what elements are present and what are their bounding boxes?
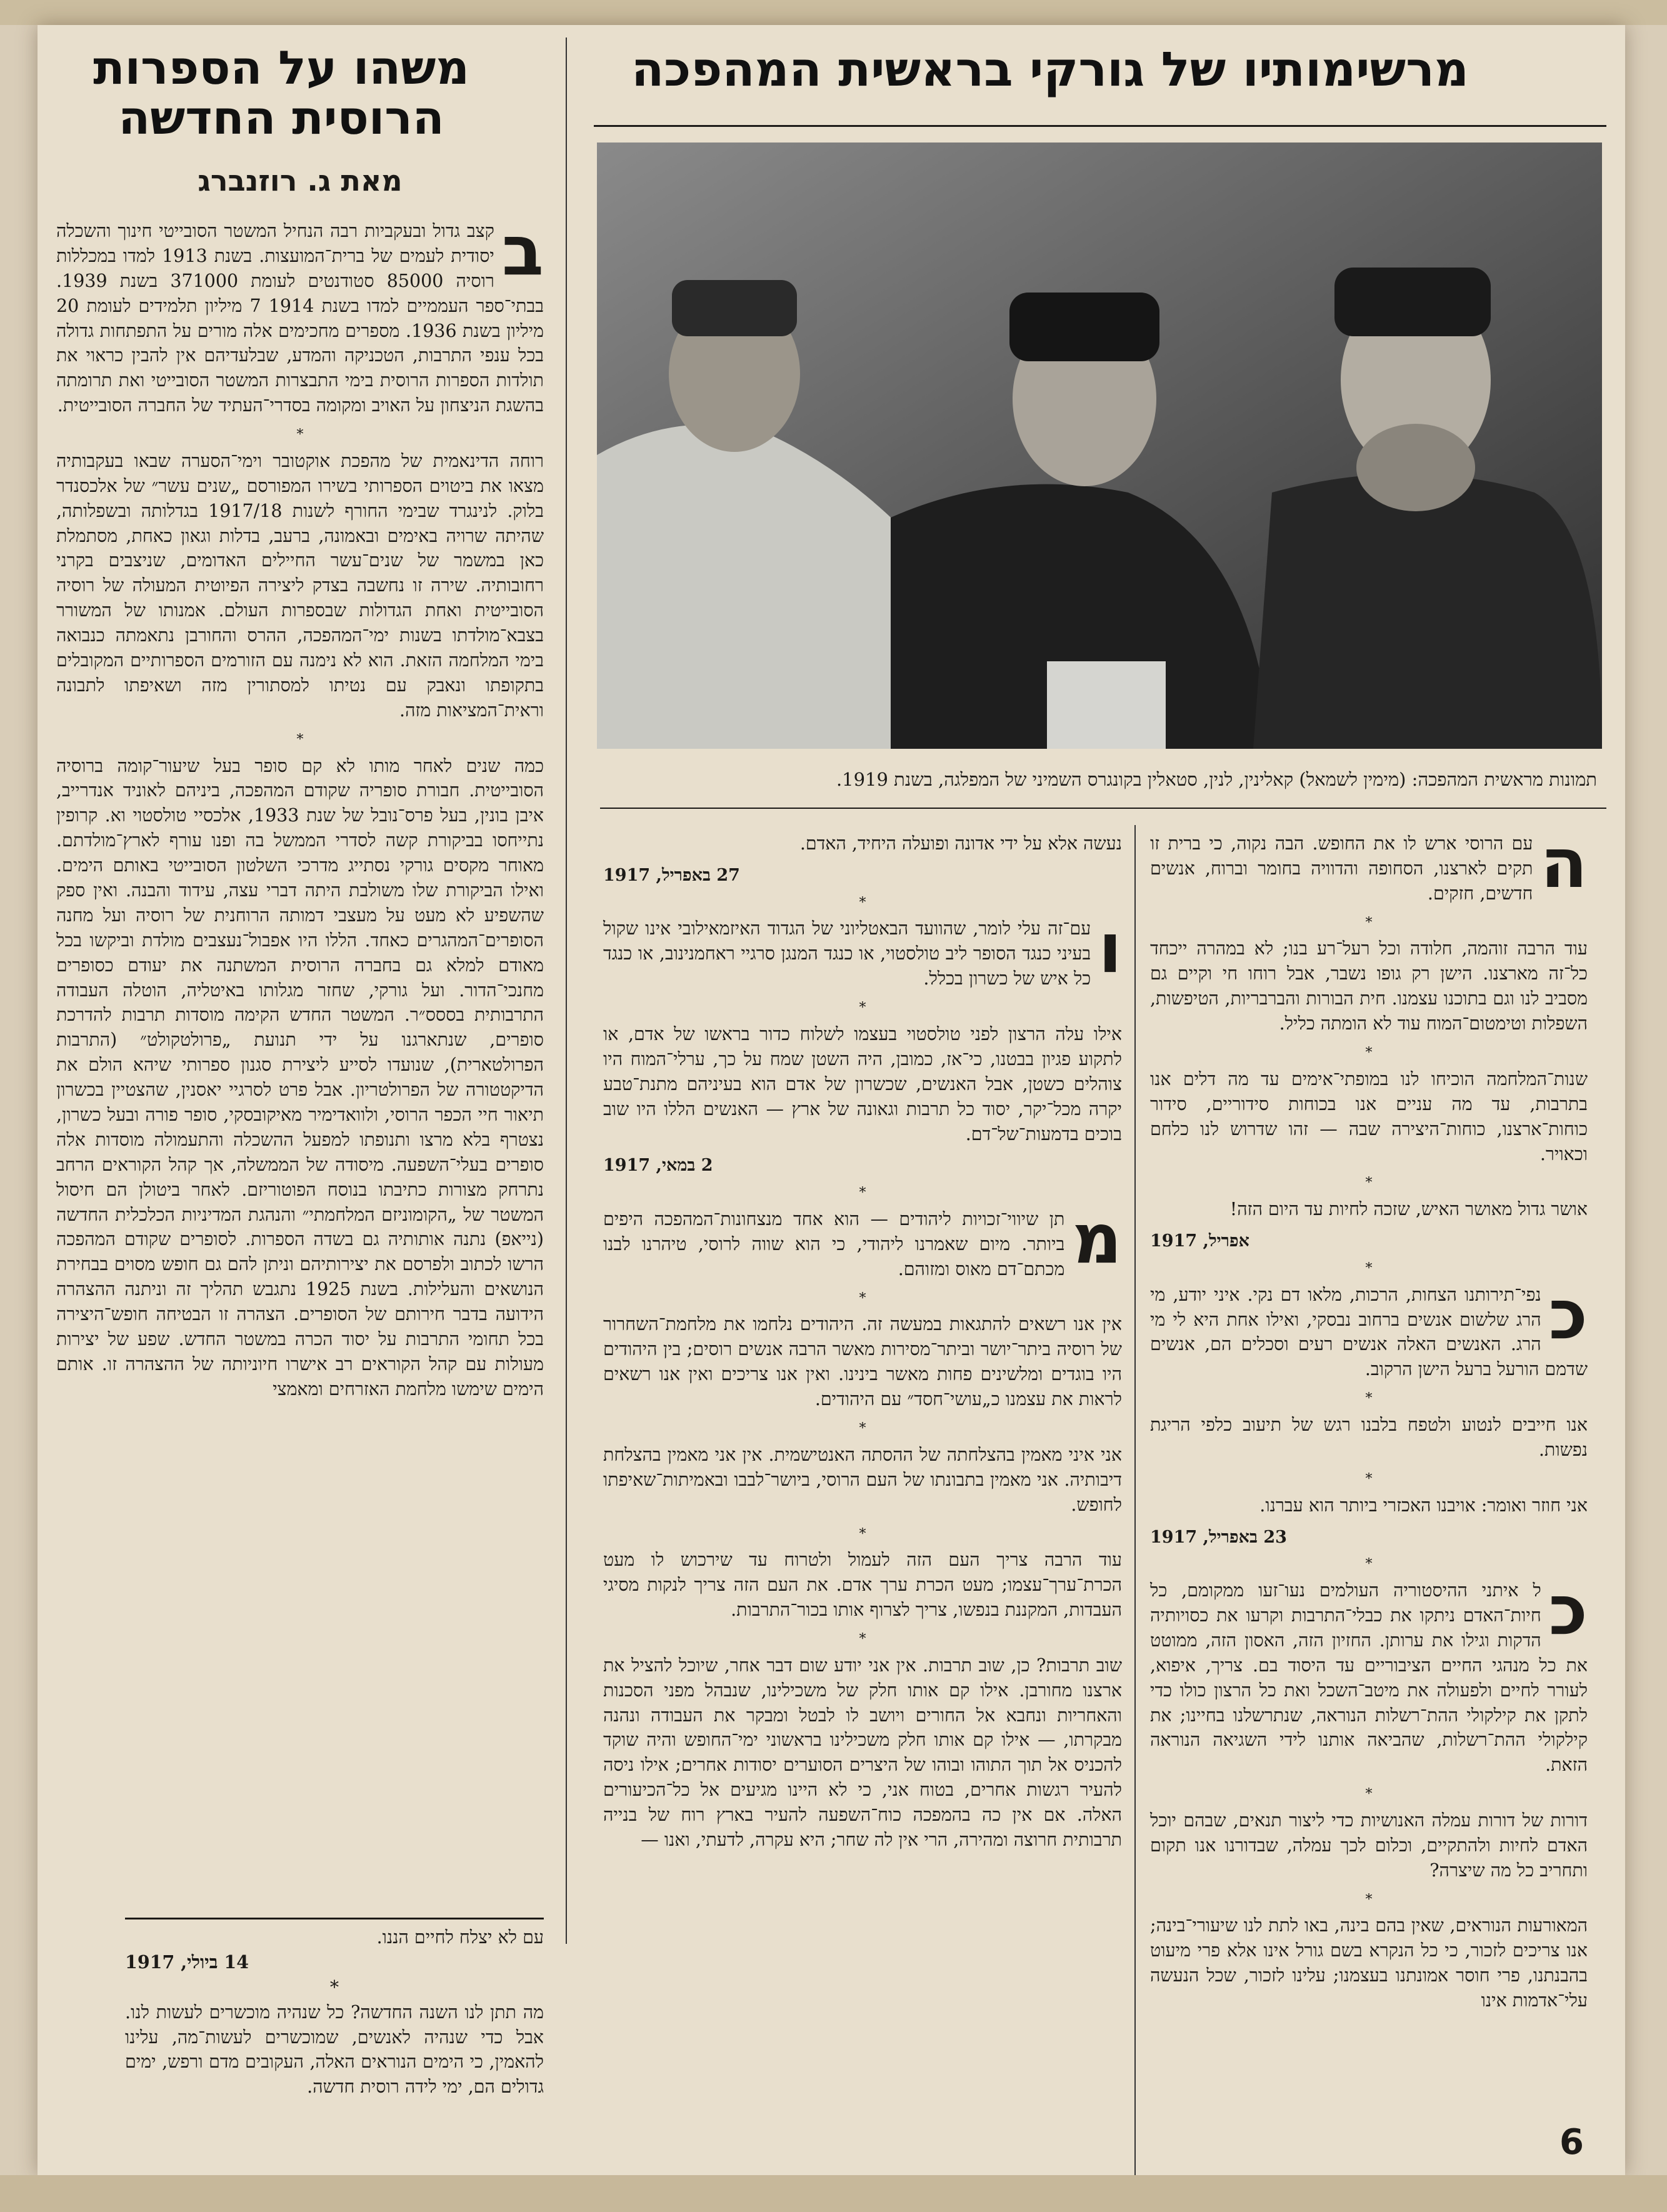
- article-paragraph: [1150, 1067, 1588, 1167]
- separator-star: *: [1365, 1175, 1373, 1191]
- separator-star: *: [859, 1421, 866, 1437]
- article-paragraph: [1150, 1413, 1588, 1463]
- box-paragraph: עם לא יצלח לחיים הננו.: [376, 1927, 544, 1948]
- scan-frame-bottom: [0, 2175, 1667, 2212]
- paragraph-text: ל איתני ההיסטוריה העולמים נעו־זעו ממקומם, כל חיות־האדם ניתקו את כבלי־התרבות וקרעו את כסויותיה הדקות וגילו את ערותן. החזיון הזה, האסון הזה, ממוטט את כל מנהגי החיים הציבוריים עד היסוד בם. צריך, איפוא, לעורר לחיים ולפעולה את מיטב־השכל ואת כל הרצון כולו כדי לתקן את קילקולי ההת־רשלות הנוראה, שנתרשלנו בחיינו; את קילקולי ההת־רשלות, שהביאה אותנו לידי השגיאה הנוראה הזאת.: [1150, 1580, 1588, 1776]
- separator-star: *: [1365, 1391, 1373, 1407]
- box-date: 14 ביולי, 1917: [125, 1951, 249, 1973]
- article-paragraph: [1150, 1570, 1588, 1778]
- side-article: [56, 211, 544, 1409]
- entry-date: 2 במאי, 1917: [603, 1156, 713, 1176]
- paragraph-text: נפי־תירותנו הצחות, הרכות, מלאו דם נקי. איני יודע, מי הרג שלשום אנשים ברחוב נבסקי, ואילו אחת היא לי מי הרג. האנשים האלה אנשים רעים וסכלים הם, אנשים שדמם הורעל ברעל הישן הרקוב.: [1150, 1284, 1588, 1380]
- paragraph-text: תן שיווי־זכויות ליהודים — הוא אחד מנצחונות־המהפכה היפים ביותר. מיום שאמרנו ליהודי, כי הוא שווה לרוסי, טיהרנו לבנו מכתם־דם מאוס ומזוהם.: [603, 1209, 1065, 1279]
- box-paragraph: מה תתן לנו השנה החדשה? כל שנהיה מוכשרים לעשות לנו. אבל כדי שנהיה לאנשים, שמוכשרים לעשות־מה, עלינו להאמין, כי הימים הנוראים האלה, העקובים מדם ורפש, ימים גדולים הם, ימי לידה רוסית חדשה.: [125, 2001, 544, 2098]
- separator-star: *: [859, 894, 866, 911]
- article-paragraph: [603, 1312, 1122, 1412]
- separator-star: *: [859, 1185, 866, 1201]
- article-paragraph: [1150, 1197, 1588, 1222]
- paragraph-text: אני חוזר ואומר: אויבנו האכזרי ביותר הוא עברנו.: [1259, 1494, 1588, 1516]
- paragraph-text: עם הרוסי ארש לו את החופש. הבה נקוה, כי ברית זו תקים לארצנו, הסחופה והדוויה בחומר וברוח, אנשים חדשים, חזקים.: [1150, 833, 1533, 904]
- paragraph-text: נעשה אלא על ידי אדונה ופועלה היחיד, האדם.: [799, 833, 1122, 854]
- side-paragraph: רוחה הדינאמית של מהפכת אוקטובר וימי־הסערה שבאו בעקבותיה מצאו את ביטוים הספרותי בשירו המפורסם „שנים עשר״ של אלכסנדר בלוק. לנינגרד שבימי החורף לשנות 1917/18 בגדלותה ובשפלותה, שהיתה שרויה באימים ובאמונה, ברעב, בדלות וגאון כאחת, מסתמלת כאן במשמר של שנים־עשר החיילים האדומים, שניצבים בקרני רחובותיה. שירה זו נחשבה בצדק ליצירה הפיוטית המעולה של רוסיה הסובייטית ואחת הגדולות שבספרות העולם. אמנותו של המשורר בצבא־מולדתו בשנות ימי־המהפכה, ההרס והחורבן נתאמתה כנבואה בימי המלחמה הזאת. הוא לא נימנה עם הזורמים הספרותיים המקובלים בתקופתו ונאבק עם נטיתו למסתורין מזה ושאיפתו לתבונה וראית־המציאות מזה.: [56, 450, 544, 721]
- paragraph-text: שנות־המלחמה הוכיחו לנו במופתי־אימים עד מה דלים אנו בתרבות, עד מה עניים אנו בכוחות סידוריים, סידור כוחות־ארצנו, כוחות־היצירה שבה — זהו שדרוש לנו כלחם וכאויר.: [1150, 1068, 1588, 1164]
- gorky-column-right: [1150, 823, 1588, 2021]
- headline-rule: [594, 125, 1606, 127]
- separator-star: *: [296, 731, 304, 748]
- dropcap: ה: [1540, 823, 1588, 903]
- article-paragraph: [603, 1653, 1122, 1853]
- separator-star: *: [859, 1000, 866, 1016]
- entry-date: אפריל, 1917: [1150, 1231, 1249, 1251]
- side-paragraph: קצב גדול ובעקביות רבה הנחיל המשטר הסובייטי חינוך והשכלה יסודית לעמים של ברית־המועצות. בשנת 1913 למדו במכללות רוסיה 85000 סטודנטים לעומת 371000 בשנת 1939. בבתי־ספר העממיים למדו בשנת 1914 7 מיליון תלמידים לעומת 20 מיליון בשנת 1936. מספרים מחכימים אלה מורים על התפתחות גדולה בכל ענפי התרבות, הטכניקה והמדע, שבלעדיהם אין להבין כראוי את תולדות הספרות הרוסית בימי התבצרות המשטר הסובייטי ואת תרומתה בהשגת הניצחון על האויב ומקומה בסדרי־העתיד של החברה הסובייטית.: [56, 221, 544, 416]
- paragraph-text: עוד הרבה זוהמה, חלודה וכל רעל־רע בנו; לא במהרה ייכחד כל־זה מארצנו. הישן רק גופו נשבר, אבל רוחו חי וקיים גם מסביב לנו וגם בתוכנו עצמנו. חית הבורות והברבריות, הטיפשות, השפלות וטימטום־המוח עוד לא הומתה כליל.: [1150, 938, 1588, 1034]
- paragraph-text: שוב תרבות? כן, שוב תרבות. אין אני יודע שום דבר אחר, שיוכל להציל את ארצנו מחורבן. אילו קם אותו חלק של משכילינו, שנבהל מפני הסכנות והאחריות ונחבא אל החורים ויושב לו לבטל ומבקר את העבודה ונהנה מבקרתו, — אילו קם אותו חלק משכילינו בראשוני ימי־החופש והיה שוקד להכניס אל תוך התוהו ובוהו של היצרים הסוערים יסודות אחרים; אילו ניסה להעיר רגשות אחרים, בטוח אני, כי לא היינו מגיעים אל כל־הכיעורים האלה. אם אין כה בהמפכה כוח־השפעה להעיר בארץ רוח של בנייה תרבותית חרוצה ומהירה, הרי אין לה שחר; היא עקרה, לדעתי, ואנו —: [603, 1654, 1122, 1850]
- side-article-dropcap: ב: [501, 211, 544, 291]
- dropcap: כ: [1548, 1274, 1588, 1354]
- separator-star: *: [859, 1290, 866, 1306]
- separator-star: *: [859, 1526, 866, 1542]
- caption-rule: [600, 808, 1606, 809]
- paragraph-text: עם־זה עלי לומר, שהוועד הבאטליוני של הגדוד האיזמאילובי אינו שקול בעיני כנגד הסופר ליב טולסטוי, או כנגד המנגן סרגיי ראחמנינוב, או כנגד כל איש של כשרון בכלל.: [603, 918, 1091, 989]
- entry-date: 23 באפריל, 1917: [1150, 1527, 1287, 1547]
- box-rule: [125, 1918, 544, 1919]
- article-paragraph: [1150, 1913, 1588, 2013]
- separator-star: *: [296, 427, 304, 443]
- separator-star: *: [1365, 1786, 1373, 1803]
- article-paragraph: [1150, 1493, 1588, 1518]
- dropcap: מ: [1072, 1199, 1122, 1279]
- article-paragraph: [603, 1199, 1122, 1282]
- paragraph-text: אין אנו רשאים להתגאות במעשה זה. היהודים נלחמו את מלחמת־השחרור של רוסיה ביתר־יושר וביתר־מסירות מאשר הרבה אנשים רוסים; בין היהודים היו בוגדים ומלשינים פחות מאשר בינינו. ואין אנו צריכים ואין אנו רשאים לראות את עצמנו כ„עושי־חסד״ עם היהודים.: [603, 1314, 1122, 1410]
- paragraph-text: אילו עלה הרצון לפני טולסטוי בעצמו לשלוח כדור בראשו של אדם, או לתקוע פגיון בבטנו, כי־אז, כמובן, היה השטן שמח על כך, ערלי־המוח היו צוהלים כשטן, אבל האנשים, שכשרון של אדם הוא בעיניהם מתנת־טבע יקרה מכל־יקר, יסוד כל תרבות וגאונה של ארץ — האנשים הללו היו שוב בוכים בדמעות־של־דם.: [603, 1023, 1122, 1144]
- separator-star: *: [1365, 1556, 1373, 1573]
- article-paragraph: [603, 1548, 1122, 1623]
- article-paragraph: [1150, 936, 1588, 1036]
- separator-star: *: [1365, 914, 1373, 931]
- separator-star: *: [1365, 1471, 1373, 1487]
- separator-star: *: [1365, 1260, 1373, 1276]
- article-paragraph: [1150, 1274, 1588, 1383]
- separator-star: *: [859, 1631, 866, 1647]
- paragraph-text: אני איני מאמין בהצלחתה של ההסתה האנטישמית. אין אני מאמין בהצלחת דיבותיה. אני מאמין בתבונתו של העם הרוסי, ביושר־לבבו ובאמיתות־שאיפתו לחופש.: [603, 1444, 1122, 1515]
- article-paragraph: [1150, 823, 1588, 906]
- side-paragraph: כמה שנים לאחר מותו לא קם סופר בעל שיעור־קומה ברוסיה הסובייטית. חבורת סופריה שקודם המהפכה, ביניהם לאוניד אנדרייב, איבן בונין, בעל פרס־נובל של שנת 1933, אלכסיי טולסטוי וא. קרופין נתייחסו בביקורת קשה לסדרי הממשל בה ופנו עורף לארץ־מולדתם. מאוחר מקסים גורקי נסתייג מדרכי השלטון הסובייטי באותם הימים. ואילו הביקורת שלו משולבת היתה דברי עצה, עידוד והבנה. ואין ספק שהשפיע לא מעט על מעצבי דמותה הרוחנית של רוסיה ועל מחנה הסופרים־המהגרים כאחד. הללו היו אפבול־נעצבים מולדת וביקשו בכל מאודם למלא גם בחברה הרוסית המשתנה את יעודם כסופרים מחנכי־הדור. ועל גורקי, שחזר מגלותו באיטליה, הוטלה העבודה התרבותית בססס״ר. המשטר החדש הקימה מוסדות תרבות להדרכת סופרים, שנתארגנו על ידי תנועת „פרולטקולט״ (התרבות הפרולטארית), שנועדו לסייע ליצירת סגנון ספרותי שיהא הולם את הדיקטטורה של הפרולטריון. אבל פרט לסרגיי יאסנין, שהצטיין בכשרון תיאור חיי הכפר הרוסי, ולוואדימיר מאיקובסקי, סופר פורה ובעל כשרון, נצטרף בלא מרצו ותנופתו למפעל ההשכלה והתעמולה מוסדות אלה סופרים בעלי־השפעה. מיסודה של הממשלה, אך קהל הקוראים הרחב נתרחק מצורות כתיבתו בנוסח הפוטוריזם. לאחר ביטולן הם חיסול המשטר של „הקומוניזם המלחמתי״ והנהגת המדיניות הכלכלית החדשה (נייאפ) נתנה אותותיה גם בשדה הספרות. לסופרים שקודם המהפכה הרשו לכתוב ולפרסם את יצירותיהם וניתן להם גם חופש מסוים בבחירת הנושאים והעלילות. בשנת 1925 נתגבש תהליך זה וניתנה ההצהרה הידועה בדבר חירותם של הסופרים. הצהרה זו הבטיחה חופש־היצירה בכל תחומי התרבות על יסוד הכרה במשטר החדש. שפע של יצירות מעולות עם קהל הקוראים רב אישרו חיוניותה של ההצהרה זו. אותם הימים שימשו מלחמת האזרחים ומאמצי: [56, 755, 544, 1399]
- paragraph-text: המאורעות הנוראים, שאין בהם בינה, באו לתת לנו שיעורי־בינה; אנו צריכים לזכור, כי כל הנקרא בשם גורל אינו אלא פרי מיעוט בהבנתנו, פרי חוסר אמונתנו בעצמנו; עלינו לזכור, שכל הנעשה עלי־אדמות אינו: [1150, 1915, 1588, 2011]
- entry-date: 27 באפריל, 1917: [603, 865, 740, 885]
- paragraph-text: אנו חייבים לנטוע ולטפח בלבנו רגש של תיעוב כלפי הריגת נפשות.: [1150, 1414, 1588, 1460]
- main-headline: מרשימותיו של גורקי בראשית המהפכה: [631, 41, 1469, 97]
- dropcap: כ: [1548, 1570, 1588, 1651]
- article-paragraph: [603, 1022, 1122, 1146]
- side-box: [125, 1925, 544, 2099]
- scan-frame-top: [0, 0, 1667, 25]
- side-headline: משהו על הספרות הרוסית החדשה: [93, 41, 469, 145]
- article-paragraph: [603, 831, 1122, 856]
- paragraph-text: עוד הרבה צריך העם הזה לעמול ולטרוח עד שירכוש לו מעט הכרת־ערך־עצמו; מעט הכרת ערך אדם. את העם הזה צריך לנקות מסיגי העבדות, המקננת בנפשו, צריך לצרוף אותו בכור־התרבות.: [603, 1549, 1122, 1621]
- page-number: 6: [1559, 2122, 1584, 2163]
- historic-photo: [597, 143, 1602, 749]
- dropcap: ו: [1098, 908, 1122, 989]
- paragraph-text: דורות של דורות עמלה האנושיות כדי ליצור תנאים, שבהם יוכל האדם לחיות ולהתקיים, וכלום לכך עמלה, שבדורנו אנו תקום ותחריב כל מה שיצרה?: [1150, 1810, 1588, 1881]
- article-paragraph: [603, 1443, 1122, 1518]
- separator-star: *: [1365, 1045, 1373, 1061]
- gorky-column-middle: [603, 831, 1122, 1860]
- side-author: מאת ג. רוזנברג: [198, 164, 403, 198]
- column-divider: [566, 38, 567, 1944]
- article-paragraph: [1150, 1808, 1588, 1883]
- article-paragraph: [603, 908, 1122, 991]
- column-divider: [1134, 825, 1136, 2175]
- separator-star: *: [329, 1976, 339, 1998]
- paragraph-text: אושר גדול מאושר האיש, שזכה לחיות עד היום הזה!: [1229, 1199, 1588, 1220]
- photo-caption: תמונות מראשית המהפכה: (מימין לשמאל) קאלינין, לנין, סטאלין בקונגרס השמיני של המפלגה, בשנת 1919.: [836, 769, 1597, 790]
- separator-star: *: [1365, 1891, 1373, 1908]
